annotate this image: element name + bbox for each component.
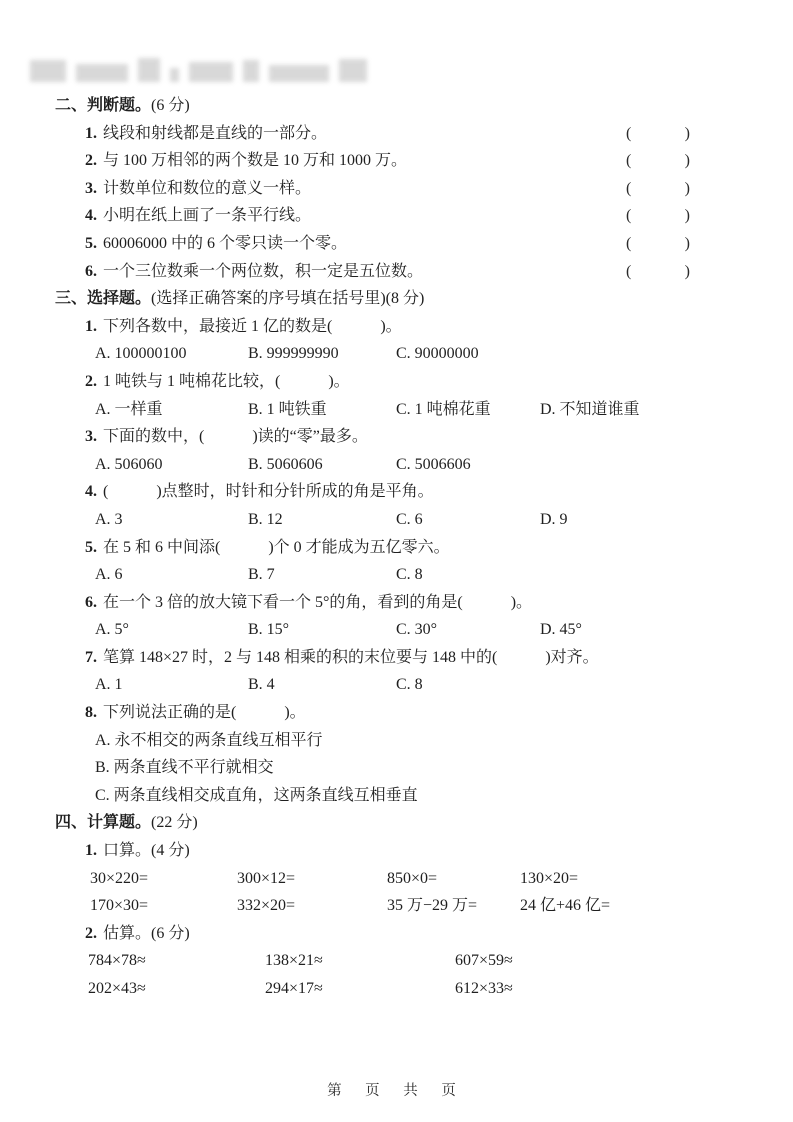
oral-calc-row: [0, 892, 793, 920]
section-calc-title: 四、计算题。: [55, 814, 152, 832]
choice-question: [0, 644, 793, 672]
choice-option-line: [0, 782, 793, 810]
section-judgment-heading: [0, 92, 793, 120]
estimate-expression: 138×21≈: [265, 952, 323, 970]
item-number: 4.: [85, 207, 97, 225]
question-text: 下列各数中，最接近 1 亿的数是( )。: [103, 317, 402, 335]
answer-brackets: [626, 147, 690, 175]
choice-question: [0, 423, 793, 451]
option-c: C. 1 吨棉花重: [396, 400, 491, 418]
estimate-expression: 612×33≈: [455, 980, 513, 997]
option-d: [540, 561, 793, 589]
choice-question: [0, 589, 793, 617]
item-number: 2.: [85, 152, 97, 170]
item-text: 线段和射线都是直线的一部分。: [103, 124, 328, 142]
sub-number: 2.: [85, 924, 97, 942]
oral-calc-row: [0, 865, 793, 893]
question-number: 1.: [85, 317, 97, 335]
item-text: 与 100 万相邻的两个数是 10 万和 1000 万。: [103, 152, 408, 170]
item-text: 一个三位数乘一个两位数，积一定是五位数。: [103, 262, 424, 280]
option-b: B. 5060606: [248, 455, 323, 473]
section-calc-score: (22 分): [151, 814, 198, 832]
option-a: A. 6: [95, 566, 123, 584]
sub-number: 1.: [85, 842, 97, 860]
bracket-open: (: [626, 179, 632, 197]
option-c: C. 30°: [396, 621, 438, 639]
estimate-calc-label: [0, 920, 793, 948]
option-d: D. 不知道谁重: [540, 400, 640, 418]
choice-question: [0, 699, 793, 727]
choice-option-line: [0, 754, 793, 782]
question-number: 7.: [85, 648, 97, 666]
choice-options: [0, 340, 793, 368]
oral-expression: 332×20=: [237, 897, 296, 915]
option-c: C. 8: [396, 676, 423, 694]
judgment-item: [0, 147, 793, 175]
answer-brackets: [626, 202, 690, 230]
choice-question: [0, 478, 793, 506]
oral-expression: 35 万−29 万=: [387, 897, 478, 915]
answer-brackets: [626, 120, 690, 148]
estimate-calc-row: [0, 975, 793, 1003]
oral-expression: 170×30=: [90, 897, 149, 915]
choice-question: [0, 313, 793, 341]
option-d: [540, 671, 793, 699]
item-number: 1.: [85, 124, 97, 142]
estimate-calc-row: [0, 947, 793, 975]
judgment-item: [0, 120, 793, 148]
option-b: B. 两条直线不平行就相交: [95, 759, 274, 777]
page-footer: 第 页 共 页: [327, 1083, 466, 1099]
question-number: 2.: [85, 372, 97, 390]
bracket-open: (: [626, 207, 632, 225]
estimate-expression: 294×17≈: [265, 980, 323, 997]
option-b: B. 12: [248, 510, 283, 528]
bracket-open: (: [626, 234, 632, 252]
option-b: B. 999999990: [248, 345, 339, 363]
oral-calc-label: [0, 837, 793, 865]
question-number: 4.: [85, 483, 97, 501]
choice-option-line: [0, 727, 793, 755]
judgment-item: [0, 230, 793, 258]
bracket-close: ): [684, 234, 690, 252]
option-a: A. 3: [95, 510, 123, 528]
option-b: B. 1 吨铁重: [248, 400, 327, 418]
bracket-open: (: [626, 124, 632, 142]
choice-question: [0, 368, 793, 396]
question-text: 在 5 和 6 中间添( )个 0 才能成为五亿零六。: [103, 538, 450, 556]
bracket-close: ): [684, 124, 690, 142]
item-text: 计数单位和数位的意义一样。: [103, 179, 312, 197]
question-text: 下列说法正确的是( )。: [103, 704, 306, 722]
answer-brackets: [626, 258, 690, 286]
item-text: 小明在纸上画了一条平行线。: [103, 207, 312, 225]
answer-brackets: [626, 230, 690, 258]
section-choice-score: (选择正确答案的序号填在括号里)(8 分): [151, 290, 425, 308]
section-calc-heading: [0, 809, 793, 837]
item-number: 5.: [85, 234, 97, 252]
judgment-item: [0, 175, 793, 203]
item-number: 6.: [85, 262, 97, 280]
section-choice-heading: [0, 285, 793, 313]
option-b: B. 7: [248, 566, 275, 584]
bracket-open: (: [626, 152, 632, 170]
answer-brackets: [626, 175, 690, 203]
estimate-expression: 607×59≈: [455, 952, 513, 970]
option-a: A. 5°: [95, 621, 129, 639]
oral-expression: 130×20=: [520, 869, 579, 887]
option-c: C. 6: [396, 510, 423, 528]
question-text: 1 吨铁与 1 吨棉花比较，( )。: [103, 372, 350, 390]
item-number: 3.: [85, 179, 97, 197]
choice-options: [0, 396, 793, 424]
option-b: B. 4: [248, 676, 275, 694]
bracket-close: ): [684, 262, 690, 280]
option-c: C. 90000000: [396, 345, 479, 363]
scan-bleed-artifact: [30, 58, 367, 82]
option-d: D. 9: [540, 510, 568, 528]
bracket-close: ): [684, 152, 690, 170]
section-choice-title: 三、选择题。: [55, 290, 152, 308]
question-text: ( )点整时，时针和分针所成的角是平角。: [103, 483, 434, 501]
sub-label-text: 估算。(6 分): [103, 924, 190, 942]
bracket-close: ): [684, 207, 690, 225]
question-number: 3.: [85, 428, 97, 446]
choice-options: [0, 451, 793, 479]
option-d: [540, 340, 793, 368]
choice-options: [0, 561, 793, 589]
question-text: 下面的数中，( )读的“零”最多。: [103, 428, 368, 446]
estimate-expression: 784×78≈: [88, 952, 146, 970]
option-d: [540, 451, 793, 479]
oral-expression: 850×0=: [387, 869, 438, 887]
option-a: A. 506060: [95, 455, 163, 473]
option-a: A. 1: [95, 676, 123, 694]
choice-options: [0, 616, 793, 644]
judgment-item: [0, 258, 793, 286]
question-number: 6.: [85, 593, 97, 611]
bracket-open: (: [626, 262, 632, 280]
item-text: 60006000 中的 6 个零只读一个零。: [103, 234, 348, 252]
sub-label-text: 口算。(4 分): [103, 842, 190, 860]
option-a: A. 100000100: [95, 345, 187, 363]
choice-options: [0, 506, 793, 534]
section-judgment-score: (6 分): [151, 97, 190, 114]
choice-question: [0, 534, 793, 562]
question-number: 8.: [85, 704, 97, 722]
option-a: A. 一样重: [95, 400, 163, 418]
choice-options: [0, 671, 793, 699]
option-c: C. 两条直线相交成直角，这两条直线互相垂直: [95, 786, 418, 804]
question-text: 在一个 3 倍的放大镜下看一个 5°的角，看到的角是( )。: [103, 593, 533, 611]
question-number: 5.: [85, 538, 97, 556]
bracket-close: ): [684, 179, 690, 197]
option-c: C. 8: [396, 566, 423, 584]
judgment-item: [0, 202, 793, 230]
option-a: A. 永不相交的两条直线互相平行: [95, 731, 323, 749]
option-b: B. 15°: [248, 621, 290, 639]
option-c: C. 5006606: [396, 455, 471, 473]
section-judgment-title: 二、判断题。: [55, 97, 152, 114]
estimate-expression: 202×43≈: [88, 980, 146, 997]
oral-expression: 300×12=: [237, 869, 296, 887]
option-d: D. 45°: [540, 621, 582, 639]
question-text: 笔算 148×27 时，2 与 148 相乘的积的末位要与 148 中的( )对齐。: [103, 648, 599, 666]
oral-expression: 30×220=: [90, 869, 149, 887]
oral-expression: 24 亿+46 亿=: [520, 897, 611, 915]
